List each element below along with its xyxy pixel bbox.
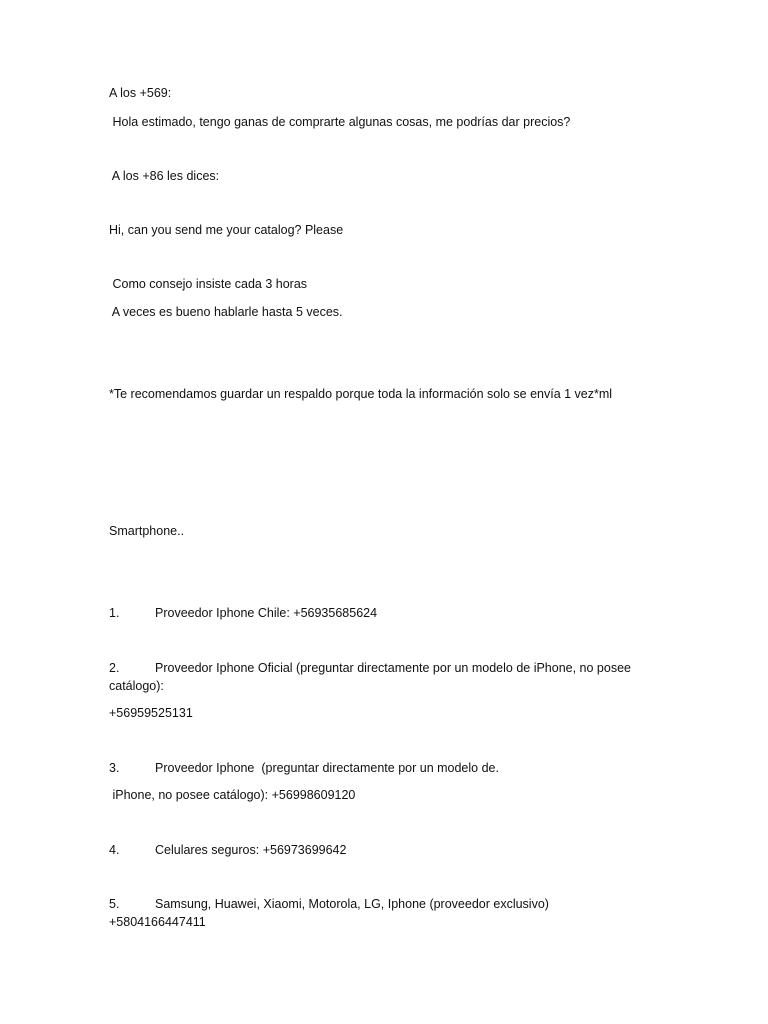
list-item-text: Celulares seguros: +56973699642	[155, 843, 347, 857]
intro-to-569: A los +569:	[109, 86, 172, 100]
intro-tip-2: A veces es bueno hablarle hasta 5 veces.	[109, 305, 343, 319]
list-item-number: 4.	[109, 843, 120, 857]
list-item-number: 2.	[109, 661, 120, 675]
list-item-text: Proveedor Iphone (preguntar directamente por un modelo de.	[155, 761, 499, 775]
list-item-extra: +56959525131	[109, 706, 193, 720]
list-item-number: 5.	[109, 897, 120, 911]
list-item-text: Proveedor Iphone Chile: +56935685624	[155, 606, 378, 620]
list-item-text: Proveedor Iphone Oficial (preguntar directamente por un modelo de iPhone, no posee catálogo):	[109, 661, 631, 693]
list-item-number: 1.	[109, 606, 120, 620]
list-item	[109, 659, 669, 695]
intro-backup-note: *Te recomendamos guardar un respaldo porque toda la información solo se envía 1 vez*ml	[109, 387, 613, 401]
list-item-number: 3.	[109, 761, 120, 775]
intro-tip-1: Como consejo insiste cada 3 horas	[109, 277, 308, 291]
intro-to-86: A los +86 les dices:	[109, 169, 220, 183]
list-item-extra: iPhone, no posee catálogo): +56998609120	[109, 788, 356, 802]
list-item-text: Samsung, Huawei, Xiaomi, Motorola, LG, Iphone (proveedor exclusivo)	[155, 897, 549, 911]
intro-greeting-es: Hola estimado, tengo ganas de comprarte algunas cosas, me podrías dar precios?	[109, 115, 571, 129]
section-title: Smartphone..	[109, 524, 185, 538]
intro-greeting-en: Hi, can you send me your catalog? Please	[109, 223, 344, 237]
list-item-extra: +5804166447411	[109, 915, 206, 929]
